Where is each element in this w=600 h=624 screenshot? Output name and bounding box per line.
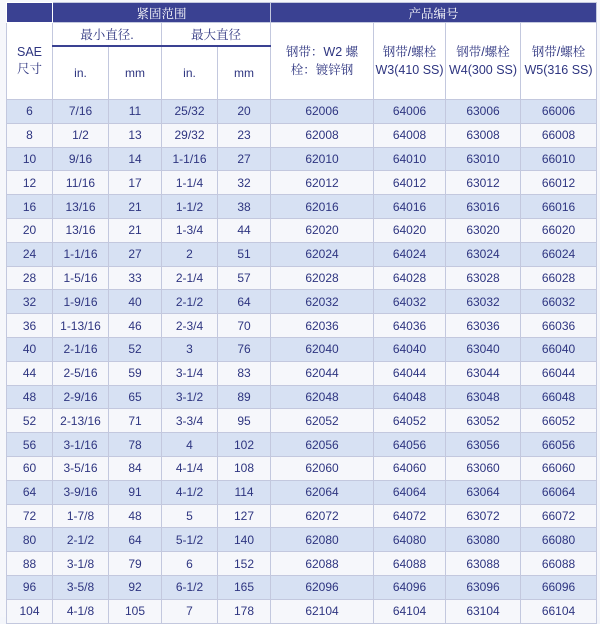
w2-part-number-cell: 62064 — [271, 480, 374, 504]
min-diameter-mm-cell: 46 — [109, 314, 162, 338]
w3-part-number-cell: 64104 — [374, 599, 446, 623]
w3-part-number-cell: 64040 — [374, 337, 446, 361]
w3-part-number-cell: 64036 — [374, 314, 446, 338]
w3-part-number-cell: 64048 — [374, 385, 446, 409]
sae-heading-line2: 尺寸 — [16, 62, 42, 76]
w2-part-number-cell: 62010 — [271, 147, 374, 171]
max-diameter-mm-cell: 27 — [218, 147, 271, 171]
w5-part-number-cell: 66056 — [521, 433, 597, 457]
w4-part-number-cell: 63096 — [446, 575, 521, 599]
min-diameter-mm-cell: 21 — [109, 195, 162, 219]
max-diameter-in-cell: 2 — [162, 242, 218, 266]
min-diameter-mm-cell: 78 — [109, 433, 162, 457]
min-diameter-mm-cell: 71 — [109, 409, 162, 433]
min-diameter-in-cell: 1-13/16 — [53, 314, 109, 338]
w4-heading-line2: W4(300 SS) — [448, 63, 518, 77]
sae-size-cell: 56 — [7, 433, 53, 457]
min-diameter-in-cell: 2-5/16 — [53, 361, 109, 385]
table-row — [7, 242, 597, 266]
table-row — [7, 480, 597, 504]
max-diameter-in-cell: 3-1/2 — [162, 385, 218, 409]
header-band-row — [7, 3, 597, 23]
w2-part-number-cell: 62060 — [271, 456, 374, 480]
min-diameter-mm-cell: 27 — [109, 242, 162, 266]
max-diameter-in-cell: 1-3/4 — [162, 218, 218, 242]
min-diameter-mm-cell: 92 — [109, 575, 162, 599]
min-diameter-mm-cell: 91 — [109, 480, 162, 504]
sae-size-cell: 16 — [7, 195, 53, 219]
max-diameter-in-cell: 6 — [162, 552, 218, 576]
hose-clamp-spec-table — [6, 2, 597, 624]
min-diameter-mm-cell: 14 — [109, 147, 162, 171]
sae-size-heading — [7, 23, 53, 100]
w2-part-number-cell: 62036 — [271, 314, 374, 338]
w3-part-number-cell: 64072 — [374, 504, 446, 528]
w5-part-number-cell: 66052 — [521, 409, 597, 433]
max-diameter-mm-cell: 20 — [218, 100, 271, 124]
w3-part-number-cell: 64008 — [374, 123, 446, 147]
w5-part-number-cell: 66080 — [521, 528, 597, 552]
max-diameter-mm-cell: 70 — [218, 314, 271, 338]
min-diameter-mm-cell: 33 — [109, 266, 162, 290]
table-row — [7, 100, 597, 124]
min-diameter-in-cell: 1-1/16 — [53, 242, 109, 266]
sae-size-cell: 6 — [7, 100, 53, 124]
table-row — [7, 385, 597, 409]
min-diameter-mm-cell: 52 — [109, 337, 162, 361]
w5-part-number-cell: 66048 — [521, 385, 597, 409]
min-in-unit-heading: in. — [53, 46, 109, 100]
max-diameter-mm-cell: 38 — [218, 195, 271, 219]
sae-size-cell: 72 — [7, 504, 53, 528]
min-diameter-mm-cell: 13 — [109, 123, 162, 147]
table-body — [7, 100, 597, 624]
max-diameter-in-cell: 2-1/4 — [162, 266, 218, 290]
w5-part-number-cell: 66064 — [521, 480, 597, 504]
min-diameter-in-cell: 9/16 — [53, 147, 109, 171]
max-diameter-in-cell: 4 — [162, 433, 218, 457]
w4-part-number-cell: 63008 — [446, 123, 521, 147]
table-row — [7, 528, 597, 552]
w5-part-number-cell: 66036 — [521, 314, 597, 338]
w4-part-number-cell: 63040 — [446, 337, 521, 361]
w5-part-number-cell: 66010 — [521, 147, 597, 171]
max-diameter-in-cell: 1-1/16 — [162, 147, 218, 171]
max-in-unit-heading: in. — [162, 46, 218, 100]
max-diameter-mm-cell: 152 — [218, 552, 271, 576]
w5-part-number-cell: 66020 — [521, 218, 597, 242]
w3-part-number-cell: 64052 — [374, 409, 446, 433]
w2-part-number-cell: 62048 — [271, 385, 374, 409]
sae-size-cell: 64 — [7, 480, 53, 504]
sae-size-cell: 80 — [7, 528, 53, 552]
sae-size-cell: 52 — [7, 409, 53, 433]
max-diameter-mm-cell: 44 — [218, 218, 271, 242]
min-diameter-in-cell: 11/16 — [53, 171, 109, 195]
table-row — [7, 599, 597, 623]
w2-part-number-cell: 62024 — [271, 242, 374, 266]
table-row — [7, 504, 597, 528]
sae-size-cell: 10 — [7, 147, 53, 171]
max-diameter-mm-cell: 32 — [218, 171, 271, 195]
w4-part-number-cell: 63044 — [446, 361, 521, 385]
min-diameter-mm-cell: 17 — [109, 171, 162, 195]
max-diameter-mm-cell: 114 — [218, 480, 271, 504]
sae-size-cell: 44 — [7, 361, 53, 385]
range-group-heading: 紧固范围 — [53, 3, 271, 23]
table-row — [7, 552, 597, 576]
w3-heading-line2: W3(410 SS) — [375, 63, 444, 77]
max-diameter-mm-cell: 165 — [218, 575, 271, 599]
w3-part-number-cell: 64028 — [374, 266, 446, 290]
max-diameter-mm-cell: 76 — [218, 337, 271, 361]
min-diameter-in-cell: 1-5/16 — [53, 266, 109, 290]
w2-heading — [271, 23, 374, 100]
min-diameter-mm-cell: 48 — [109, 504, 162, 528]
max-diameter-heading: 最大直径 — [162, 23, 271, 47]
min-diameter-mm-cell: 65 — [109, 385, 162, 409]
min-diameter-in-cell: 1-7/8 — [53, 504, 109, 528]
w5-part-number-cell: 66016 — [521, 195, 597, 219]
table-row — [7, 433, 597, 457]
w5-part-number-cell: 66032 — [521, 290, 597, 314]
sae-size-cell: 36 — [7, 314, 53, 338]
sae-size-cell: 40 — [7, 337, 53, 361]
w4-part-number-cell: 63012 — [446, 171, 521, 195]
max-diameter-in-cell: 1-1/2 — [162, 195, 218, 219]
w2-part-number-cell: 62032 — [271, 290, 374, 314]
w2-part-number-cell: 62056 — [271, 433, 374, 457]
w4-part-number-cell: 63010 — [446, 147, 521, 171]
table-row — [7, 337, 597, 361]
w3-heading — [374, 23, 446, 100]
w3-part-number-cell: 64016 — [374, 195, 446, 219]
table-row — [7, 195, 597, 219]
min-diameter-mm-cell: 105 — [109, 599, 162, 623]
w5-part-number-cell: 66024 — [521, 242, 597, 266]
max-diameter-in-cell: 5 — [162, 504, 218, 528]
max-diameter-mm-cell: 64 — [218, 290, 271, 314]
table-row — [7, 171, 597, 195]
w2-heading-line1: 钢带：W2 螺 — [285, 45, 359, 59]
w4-part-number-cell: 63032 — [446, 290, 521, 314]
header-sub-row — [7, 23, 597, 47]
w2-part-number-cell: 62006 — [271, 100, 374, 124]
w5-part-number-cell: 66028 — [521, 266, 597, 290]
w3-part-number-cell: 64020 — [374, 218, 446, 242]
min-mm-unit-heading: mm — [109, 46, 162, 100]
max-diameter-in-cell: 5-1/2 — [162, 528, 218, 552]
sae-size-cell: 88 — [7, 552, 53, 576]
max-diameter-in-cell: 7 — [162, 599, 218, 623]
max-diameter-in-cell: 6-1/2 — [162, 575, 218, 599]
max-diameter-mm-cell: 95 — [218, 409, 271, 433]
max-diameter-mm-cell: 51 — [218, 242, 271, 266]
w2-part-number-cell: 62012 — [271, 171, 374, 195]
w4-heading — [446, 23, 521, 100]
min-diameter-in-cell: 13/16 — [53, 195, 109, 219]
w4-part-number-cell: 63024 — [446, 242, 521, 266]
w2-part-number-cell: 62028 — [271, 266, 374, 290]
w2-part-number-cell: 62044 — [271, 361, 374, 385]
min-diameter-in-cell: 3-5/16 — [53, 456, 109, 480]
max-diameter-in-cell: 4-1/2 — [162, 480, 218, 504]
table-row — [7, 290, 597, 314]
w2-part-number-cell: 62020 — [271, 218, 374, 242]
w3-part-number-cell: 64080 — [374, 528, 446, 552]
w2-part-number-cell: 62088 — [271, 552, 374, 576]
w2-part-number-cell: 62080 — [271, 528, 374, 552]
w4-part-number-cell: 63006 — [446, 100, 521, 124]
w5-part-number-cell: 66060 — [521, 456, 597, 480]
max-diameter-mm-cell: 108 — [218, 456, 271, 480]
min-diameter-in-cell: 1-9/16 — [53, 290, 109, 314]
sae-size-cell: 48 — [7, 385, 53, 409]
w4-part-number-cell: 63104 — [446, 599, 521, 623]
min-diameter-mm-cell: 40 — [109, 290, 162, 314]
w3-part-number-cell: 64056 — [374, 433, 446, 457]
max-diameter-in-cell: 25/32 — [162, 100, 218, 124]
min-diameter-in-cell: 3-1/16 — [53, 433, 109, 457]
w3-part-number-cell: 64044 — [374, 361, 446, 385]
w3-part-number-cell: 64064 — [374, 480, 446, 504]
min-diameter-in-cell: 2-13/16 — [53, 409, 109, 433]
w4-part-number-cell: 63080 — [446, 528, 521, 552]
max-diameter-in-cell: 3-3/4 — [162, 409, 218, 433]
w4-part-number-cell: 63028 — [446, 266, 521, 290]
w4-part-number-cell: 63072 — [446, 504, 521, 528]
min-diameter-mm-cell: 11 — [109, 100, 162, 124]
w5-part-number-cell: 66104 — [521, 599, 597, 623]
min-diameter-in-cell: 3-5/8 — [53, 575, 109, 599]
table-row — [7, 147, 597, 171]
w3-part-number-cell: 64024 — [374, 242, 446, 266]
table-row — [7, 361, 597, 385]
min-diameter-in-cell: 2-9/16 — [53, 385, 109, 409]
min-diameter-in-cell: 2-1/2 — [53, 528, 109, 552]
min-diameter-mm-cell: 64 — [109, 528, 162, 552]
sae-size-cell: 32 — [7, 290, 53, 314]
min-diameter-mm-cell: 79 — [109, 552, 162, 576]
table-row — [7, 123, 597, 147]
sae-size-cell: 8 — [7, 123, 53, 147]
w4-part-number-cell: 63088 — [446, 552, 521, 576]
w4-part-number-cell: 63052 — [446, 409, 521, 433]
sae-size-cell: 24 — [7, 242, 53, 266]
product-group-heading: 产品编号 — [271, 3, 597, 23]
min-diameter-heading: 最小直径. — [53, 23, 162, 47]
w3-part-number-cell: 64088 — [374, 552, 446, 576]
max-diameter-mm-cell: 127 — [218, 504, 271, 528]
min-diameter-mm-cell: 21 — [109, 218, 162, 242]
w4-part-number-cell: 63036 — [446, 314, 521, 338]
w5-part-number-cell: 66072 — [521, 504, 597, 528]
min-diameter-in-cell: 7/16 — [53, 100, 109, 124]
max-diameter-mm-cell: 140 — [218, 528, 271, 552]
header-band-spacer — [7, 3, 53, 23]
w2-part-number-cell: 62096 — [271, 575, 374, 599]
w4-part-number-cell: 63056 — [446, 433, 521, 457]
w5-part-number-cell: 66044 — [521, 361, 597, 385]
sae-size-cell: 104 — [7, 599, 53, 623]
max-diameter-mm-cell: 178 — [218, 599, 271, 623]
table-row — [7, 409, 597, 433]
w4-part-number-cell: 63064 — [446, 480, 521, 504]
min-diameter-in-cell: 2-1/16 — [53, 337, 109, 361]
w5-part-number-cell: 66008 — [521, 123, 597, 147]
w5-heading-line1: 钢带/螺栓 — [531, 45, 586, 59]
sae-size-cell: 28 — [7, 266, 53, 290]
sae-size-cell: 60 — [7, 456, 53, 480]
max-diameter-in-cell: 2-1/2 — [162, 290, 218, 314]
w3-part-number-cell: 64010 — [374, 147, 446, 171]
w3-part-number-cell: 64096 — [374, 575, 446, 599]
table-row — [7, 218, 597, 242]
table-row — [7, 314, 597, 338]
w5-part-number-cell: 66088 — [521, 552, 597, 576]
w3-part-number-cell: 64060 — [374, 456, 446, 480]
min-diameter-in-cell: 4-1/8 — [53, 599, 109, 623]
sae-size-cell: 96 — [7, 575, 53, 599]
max-diameter-mm-cell: 83 — [218, 361, 271, 385]
min-diameter-mm-cell: 84 — [109, 456, 162, 480]
min-diameter-in-cell: 1/2 — [53, 123, 109, 147]
w2-part-number-cell: 62072 — [271, 504, 374, 528]
w5-part-number-cell: 66096 — [521, 575, 597, 599]
max-diameter-mm-cell: 89 — [218, 385, 271, 409]
w4-part-number-cell: 63060 — [446, 456, 521, 480]
w2-part-number-cell: 62052 — [271, 409, 374, 433]
max-diameter-in-cell: 3-1/4 — [162, 361, 218, 385]
max-diameter-mm-cell: 57 — [218, 266, 271, 290]
max-diameter-in-cell: 2-3/4 — [162, 314, 218, 338]
w4-part-number-cell: 63020 — [446, 218, 521, 242]
w2-part-number-cell: 62008 — [271, 123, 374, 147]
table-row — [7, 456, 597, 480]
max-diameter-in-cell: 1-1/4 — [162, 171, 218, 195]
w5-part-number-cell: 66012 — [521, 171, 597, 195]
table-row — [7, 575, 597, 599]
w5-heading-line2: W5(316 SS) — [524, 63, 593, 77]
min-diameter-in-cell: 3-9/16 — [53, 480, 109, 504]
w3-part-number-cell: 64032 — [374, 290, 446, 314]
max-mm-unit-heading: mm — [218, 46, 271, 100]
min-diameter-in-cell: 13/16 — [53, 218, 109, 242]
w5-heading — [521, 23, 597, 100]
w5-part-number-cell: 66006 — [521, 100, 597, 124]
sae-size-cell: 20 — [7, 218, 53, 242]
table-row — [7, 266, 597, 290]
w2-part-number-cell: 62016 — [271, 195, 374, 219]
w3-part-number-cell: 64006 — [374, 100, 446, 124]
max-diameter-in-cell: 3 — [162, 337, 218, 361]
sae-size-cell: 12 — [7, 171, 53, 195]
min-diameter-in-cell: 3-1/8 — [53, 552, 109, 576]
w2-part-number-cell: 62104 — [271, 599, 374, 623]
min-diameter-mm-cell: 59 — [109, 361, 162, 385]
sae-heading-line1: SAE — [16, 45, 42, 59]
max-diameter-mm-cell: 102 — [218, 433, 271, 457]
w4-part-number-cell: 63016 — [446, 195, 521, 219]
w5-part-number-cell: 66040 — [521, 337, 597, 361]
table-header — [7, 3, 597, 100]
w3-heading-line1: 钢带/螺栓 — [382, 45, 437, 59]
w4-part-number-cell: 63048 — [446, 385, 521, 409]
max-diameter-in-cell: 4-1/4 — [162, 456, 218, 480]
max-diameter-in-cell: 29/32 — [162, 123, 218, 147]
w3-part-number-cell: 64012 — [374, 171, 446, 195]
w2-heading-line2: 栓：镀锌钢 — [290, 63, 354, 77]
max-diameter-mm-cell: 23 — [218, 123, 271, 147]
w2-part-number-cell: 62040 — [271, 337, 374, 361]
w4-heading-line1: 钢带/螺栓 — [456, 45, 510, 59]
